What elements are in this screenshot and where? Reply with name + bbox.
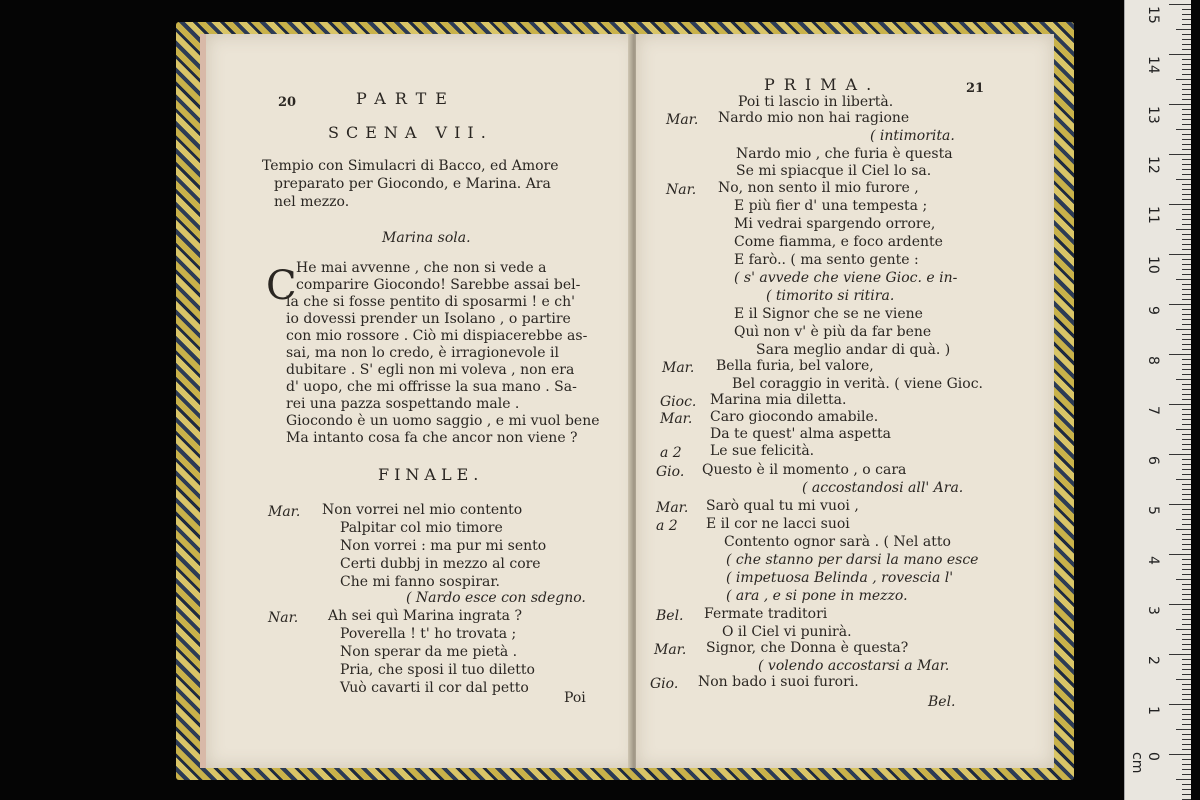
verse-line: Pria, che sposi il tuo diletto (340, 662, 535, 678)
ruler-tick (1169, 4, 1191, 5)
ruler-tick (1176, 779, 1191, 780)
left-running-head: PARTE (356, 89, 456, 108)
ruler-tick (1182, 549, 1191, 550)
monologue-line: sai, ma non lo credo, è irragionevole il (286, 345, 559, 361)
ruler-tick (1182, 289, 1191, 290)
verse-line: Vuò cavarti il cor dal petto (340, 680, 529, 696)
ruler-number: 6 (1145, 456, 1161, 465)
verse-line: Poverella ! t' ho trovata ; (340, 626, 517, 642)
ruler-tick (1182, 599, 1191, 600)
verse-line: Come fiamma, e foco ardente (734, 234, 943, 250)
monologue-line: dubitare . S' egli non mi voleva , non era (286, 362, 575, 378)
ruler-tick (1182, 459, 1191, 460)
ruler-tick (1182, 774, 1191, 775)
monologue-line: Ma intanto cosa fa che ancor non viene ? (286, 430, 578, 446)
ruler-tick (1182, 339, 1191, 340)
ruler-tick (1176, 179, 1191, 180)
verse-line: Quì non v' è più da far bene (734, 324, 932, 340)
verse-line: Da te quest' alma aspetta (710, 426, 892, 442)
ruler-tick (1182, 349, 1191, 350)
ruler-tick (1182, 384, 1191, 385)
ruler-tick (1182, 159, 1191, 160)
verse-line: Che mi fanno sospirar. (340, 574, 500, 590)
scene-title: SCENA VII. (328, 123, 493, 142)
speaker: a 2 (660, 445, 682, 461)
stage-direction: ( ara , e si pone in mezzo. (726, 588, 908, 604)
ruler-tick (1182, 589, 1191, 590)
ruler-tick (1182, 699, 1191, 700)
ruler-tick (1182, 259, 1191, 260)
ruler-tick (1182, 639, 1191, 640)
verse-line: Poi ti lascio in libertà. (738, 94, 894, 110)
ruler-tick (1176, 629, 1191, 630)
verse-line: E farò.. ( ma sento gente : (734, 252, 919, 268)
right-page-number: 21 (966, 81, 985, 96)
ruler-tick (1182, 394, 1191, 395)
right-page (636, 34, 1054, 768)
ruler-tick (1182, 69, 1191, 70)
ruler-tick (1182, 149, 1191, 150)
ruler-tick (1182, 144, 1191, 145)
setting-line: preparato per Giocondo, e Marina. Ara (274, 176, 551, 192)
ruler-tick (1169, 204, 1191, 205)
ruler-tick (1182, 344, 1191, 345)
ruler-tick (1169, 154, 1191, 155)
ruler-tick (1182, 294, 1191, 295)
ruler-tick (1182, 494, 1191, 495)
ruler-tick (1182, 324, 1191, 325)
ruler-number: 4 (1145, 556, 1161, 565)
ruler-tick (1182, 319, 1191, 320)
ruler-tick (1182, 419, 1191, 420)
ruler-tick (1169, 654, 1191, 655)
verse-line: Nardo mio non hai ragione (718, 110, 910, 126)
ruler-tick (1182, 89, 1191, 90)
ruler-tick (1182, 519, 1191, 520)
ruler-tick (1182, 484, 1191, 485)
finale-heading: FINALE. (378, 465, 484, 484)
ruler-tick (1182, 499, 1191, 500)
ruler-tick (1182, 759, 1191, 760)
ruler-tick (1182, 134, 1191, 135)
ruler-tick (1176, 79, 1191, 80)
speaker: Gio. (650, 676, 679, 692)
ruler-tick (1169, 504, 1191, 505)
verse-line: Sarò qual tu mi vuoi , (706, 498, 859, 514)
monologue-line: io dovessi prender un Isolano , o partire (286, 311, 571, 327)
ruler-tick (1182, 209, 1191, 210)
ruler-tick (1169, 704, 1191, 705)
verse-line: Contento ognor sarà . ( Nel atto (724, 534, 951, 550)
ruler-tick (1182, 249, 1191, 250)
verse-line: Palpitar col mio timore (340, 520, 503, 536)
monologue-line: comparire Giocondo! Sarebbe assai bel- (296, 277, 581, 293)
ruler-number: 2 (1145, 656, 1161, 665)
ruler-tick (1182, 364, 1191, 365)
verse-line: E più fier d' una tempesta ; (734, 198, 928, 214)
ruler-tick (1182, 669, 1191, 670)
speaker: Mar. (662, 360, 695, 376)
ruler-tick (1182, 764, 1191, 765)
ruler-tick (1182, 414, 1191, 415)
ruler-number: 5 (1145, 506, 1161, 515)
ruler-tick (1182, 709, 1191, 710)
speaker: Mar. (656, 500, 689, 516)
speaker: Mar. (666, 112, 699, 128)
catchword: Bel. (928, 694, 956, 710)
verse-line: Certi dubbj in mezzo al core (340, 556, 541, 572)
ruler-tick (1182, 634, 1191, 635)
monologue-line: Giocondo è un uomo saggio , e mi vuol bene (286, 413, 600, 429)
ruler-tick (1182, 574, 1191, 575)
verse-line: Non sperar da me pietà . (340, 644, 518, 660)
ruler-tick (1182, 649, 1191, 650)
ruler-tick (1182, 314, 1191, 315)
ruler-tick (1182, 99, 1191, 100)
ruler-tick (1182, 689, 1191, 690)
ruler-tick (1182, 769, 1191, 770)
ruler-number: 15 (1145, 6, 1161, 24)
ruler-tick (1176, 429, 1191, 430)
ruler-tick (1182, 14, 1191, 15)
ruler-tick (1182, 369, 1191, 370)
monologue-line: rei una pazza sospettando male . (286, 396, 520, 412)
speaker: Mar. (654, 642, 687, 658)
stage-direction: ( impetuosa Belinda , rovescia l' (726, 570, 954, 586)
ruler-tick (1169, 54, 1191, 55)
verse-line: Le sue felicità. (710, 443, 815, 459)
ruler-tick (1182, 214, 1191, 215)
speaker: Gioc. (660, 394, 697, 410)
ruler-tick (1182, 44, 1191, 45)
ruler-tick (1182, 749, 1191, 750)
ruler-tick (1182, 684, 1191, 685)
ruler-tick (1182, 174, 1191, 175)
ruler-number: 14 (1145, 56, 1161, 74)
ruler-number: 3 (1145, 606, 1161, 615)
ruler-tick (1182, 434, 1191, 435)
ruler-tick (1182, 189, 1191, 190)
ruler-tick (1182, 794, 1191, 795)
ruler-tick (1182, 39, 1191, 40)
ruler-tick (1182, 64, 1191, 65)
speaker: Mar. (268, 504, 301, 520)
stage-direction: ( intimorita. (870, 128, 955, 144)
ruler-tick (1176, 729, 1191, 730)
verse-line: Questo è il momento , o cara (702, 462, 907, 478)
ruler-tick (1176, 579, 1191, 580)
stage-direction: ( s' avvede che viene Gioc. e in- (734, 270, 958, 286)
ruler-tick (1182, 284, 1191, 285)
ruler-tick (1176, 529, 1191, 530)
ruler-tick (1182, 739, 1191, 740)
ruler-tick (1182, 269, 1191, 270)
ruler-tick (1182, 744, 1191, 745)
ruler-tick (1182, 534, 1191, 535)
ruler-tick (1182, 614, 1191, 615)
ruler-tick (1182, 694, 1191, 695)
ruler-tick (1182, 119, 1191, 120)
ruler-tick (1182, 74, 1191, 75)
stage-direction: ( Nardo esce con sdegno. (406, 590, 586, 606)
ruler-tick (1182, 724, 1191, 725)
verse-line: No, non sento il mio furore , (718, 180, 919, 196)
drop-cap: C (266, 263, 297, 309)
ruler-tick (1182, 139, 1191, 140)
ruler-tick (1182, 244, 1191, 245)
ruler-tick (1182, 664, 1191, 665)
stage-direction: ( timorito si ritira. (766, 288, 895, 304)
left-page-number: 20 (278, 95, 297, 110)
ruler-tick (1169, 554, 1191, 555)
ruler-tick (1182, 199, 1191, 200)
setting-line: Tempio con Simulacri di Bacco, ed Amore (262, 158, 559, 174)
ruler-tick (1182, 299, 1191, 300)
ruler-tick (1169, 754, 1191, 755)
ruler-number: 11 (1145, 206, 1161, 224)
ruler-tick (1182, 594, 1191, 595)
ruler-tick (1182, 264, 1191, 265)
stage-direction: ( che stanno per darsi la mano esce (726, 552, 979, 568)
ruler-tick (1169, 304, 1191, 305)
ruler-tick (1169, 254, 1191, 255)
ruler-tick (1182, 84, 1191, 85)
verse-line: Fermate traditori (704, 606, 828, 622)
ruler-tick (1182, 424, 1191, 425)
ruler-tick (1182, 34, 1191, 35)
ruler-tick (1176, 479, 1191, 480)
ruler-tick (1182, 509, 1191, 510)
ruler-tick (1182, 644, 1191, 645)
monologue-line: d' uopo, che mi offrisse la sua mano . Sa- (286, 379, 577, 395)
ruler-tick (1182, 569, 1191, 570)
stage-note: Marina sola. (382, 230, 471, 246)
ruler-tick (1182, 789, 1191, 790)
ruler-number: 8 (1145, 356, 1161, 365)
ruler-number: 1 (1145, 706, 1161, 715)
ruler-tick (1182, 24, 1191, 25)
verse-line: Caro giocondo amabile. (710, 409, 879, 425)
monologue-line: He mai avvenne , che non si vede a (296, 260, 547, 276)
ruler-tick (1182, 469, 1191, 470)
ruler-tick (1182, 389, 1191, 390)
ruler-tick (1182, 444, 1191, 445)
verse-line: Bella furia, bel valore, (716, 358, 874, 374)
ruler-tick (1182, 234, 1191, 235)
ruler-tick (1176, 329, 1191, 330)
verse-line: Se mi spiacque il Ciel lo sa. (736, 163, 932, 179)
ruler-tick (1169, 104, 1191, 105)
measurement-ruler (1124, 0, 1191, 800)
setting-line: nel mezzo. (274, 194, 350, 210)
verse-line: Nardo mio , che furia è questa (736, 146, 953, 162)
ruler-tick (1182, 94, 1191, 95)
ruler-tick (1176, 279, 1191, 280)
speaker: Bel. (656, 608, 684, 624)
ruler-tick (1176, 29, 1191, 30)
ruler-tick (1182, 49, 1191, 50)
ruler-tick (1182, 374, 1191, 375)
ruler-tick (1182, 409, 1191, 410)
ruler-tick (1182, 19, 1191, 20)
ruler-tick (1182, 584, 1191, 585)
verse-line: Non vorrei : ma pur mi sento (340, 538, 547, 554)
ruler-number: 13 (1145, 106, 1161, 124)
ruler-tick (1182, 449, 1191, 450)
ruler-tick (1182, 219, 1191, 220)
verse-line: Non bado i suoi furori. (698, 674, 859, 690)
verse-line: O il Ciel vi punirà. (722, 624, 852, 640)
ruler-tick (1182, 439, 1191, 440)
verse-line: Sara meglio andar di quà. ) (756, 342, 951, 358)
ruler-tick (1182, 619, 1191, 620)
verse-line: Bel coraggio in verità. ( viene Gioc. (732, 376, 983, 392)
ruler-tick (1176, 379, 1191, 380)
ruler-tick (1182, 564, 1191, 565)
verse-line: Non vorrei nel mio contento (322, 502, 523, 518)
ruler-tick (1182, 489, 1191, 490)
ruler-tick (1169, 454, 1191, 455)
ruler-tick (1182, 524, 1191, 525)
ruler-tick (1176, 129, 1191, 130)
ruler-tick (1182, 309, 1191, 310)
ruler-tick (1182, 9, 1191, 10)
ruler-tick (1169, 404, 1191, 405)
right-running-head: PRIMA. (764, 75, 881, 94)
ruler-tick (1182, 359, 1191, 360)
ruler-tick (1182, 224, 1191, 225)
ruler-tick (1169, 604, 1191, 605)
ruler-tick (1182, 734, 1191, 735)
ruler-tick (1176, 229, 1191, 230)
ruler-tick (1182, 559, 1191, 560)
stage-direction: ( accostandosi all' Ara. (802, 480, 964, 496)
ruler-tick (1182, 714, 1191, 715)
speaker: Mar. (660, 411, 693, 427)
ruler-tick (1182, 464, 1191, 465)
ruler-number: 7 (1145, 406, 1161, 415)
ruler-tick (1182, 609, 1191, 610)
ruler-tick (1182, 274, 1191, 275)
monologue-line: con mio rossore . Ciò mi dispiacerebbe as- (286, 328, 588, 344)
ruler-number: 12 (1145, 156, 1161, 174)
catchword: Poi (564, 690, 586, 706)
speaker: Gio. (656, 464, 685, 480)
ruler-tick (1182, 184, 1191, 185)
left-page (200, 34, 638, 768)
ruler-number: 0 cm (1129, 752, 1161, 774)
ruler-tick (1182, 239, 1191, 240)
ruler-tick (1182, 544, 1191, 545)
ruler-tick (1182, 164, 1191, 165)
ruler-tick (1169, 354, 1191, 355)
ruler-number: 9 (1145, 306, 1161, 315)
ruler-tick (1182, 659, 1191, 660)
verse-line: E il cor ne lacci suoi (706, 516, 850, 532)
verse-line: E il Signor che se ne viene (734, 306, 923, 322)
ruler-tick (1182, 59, 1191, 60)
ruler-tick (1182, 474, 1191, 475)
verse-line: Signor, che Donna è questa? (706, 640, 909, 656)
verse-line: Marina mia diletta. (710, 392, 847, 408)
ruler-tick (1176, 679, 1191, 680)
speaker: a 2 (656, 518, 678, 534)
ruler-number: 10 (1145, 256, 1161, 274)
ruler-tick (1182, 334, 1191, 335)
ruler-tick (1182, 539, 1191, 540)
ruler-tick (1182, 194, 1191, 195)
ruler-tick (1182, 674, 1191, 675)
ruler-tick (1182, 784, 1191, 785)
verse-line: Ah sei quì Marina ingrata ? (328, 608, 522, 624)
verse-line: Mi vedrai spargendo orrore, (734, 216, 936, 232)
ruler-tick (1182, 169, 1191, 170)
speaker: Nar. (268, 610, 299, 626)
ruler-tick (1182, 109, 1191, 110)
ruler-tick (1182, 114, 1191, 115)
monologue-line: la che si fosse pentito di sposarmi ! e ch' (286, 294, 575, 310)
ruler-tick (1182, 514, 1191, 515)
ruler-tick (1182, 124, 1191, 125)
ruler-tick (1182, 399, 1191, 400)
stage-direction: ( volendo accostarsi a Mar. (758, 658, 950, 674)
ruler-tick (1182, 624, 1191, 625)
ruler-tick (1182, 719, 1191, 720)
speaker: Nar. (666, 182, 697, 198)
